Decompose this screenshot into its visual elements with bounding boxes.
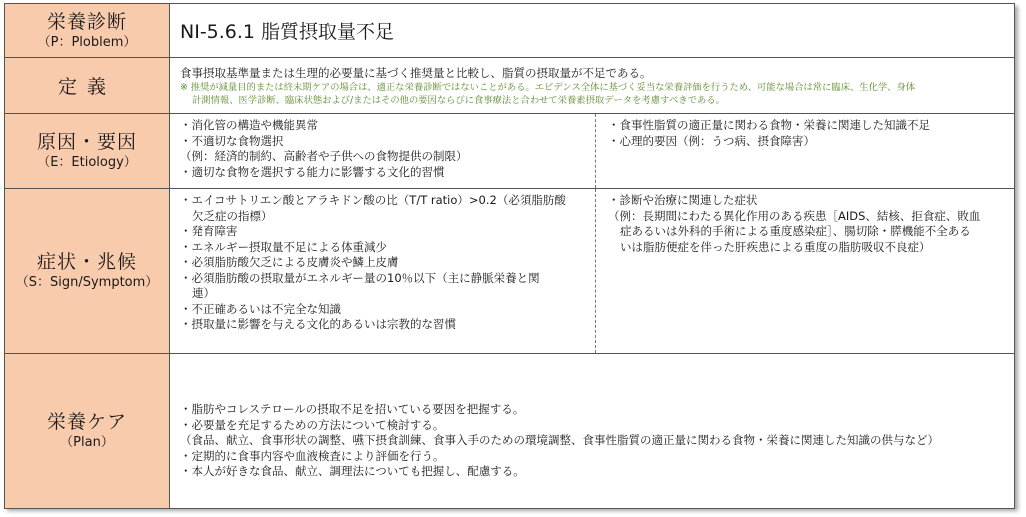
list-item: （食品、献立、食事形状の調整、嚥下摂食訓練、食事入手のための環境調整、食事性脂質の適正量に関わる食物・栄養に関連した知識の供与など） (180, 433, 939, 448)
nutrition-diagnosis-sheet (4, 3, 1015, 508)
list-item: ・消化管の構造や機能異常 (180, 118, 318, 132)
list-item: （例：経済的制約、高齢者や子供への食物提供の制限） (180, 149, 468, 163)
etiology-right-column (596, 114, 1014, 188)
sublabel-symptom: （S：Sign/Symptom） (15, 275, 159, 290)
row-diagnosis (5, 4, 1015, 58)
list-item: ・適切な食物を選択する能力に影響する文化的習慣 (180, 164, 445, 179)
row-etiology (5, 114, 1015, 189)
row-plan (5, 354, 1015, 509)
content-cell-definition (170, 58, 1015, 114)
label-etiology: 原因・要因 (36, 131, 137, 153)
list-item: ・不適切な食物選択 (180, 133, 284, 148)
list-item: ・食事性脂質の適正量に関わる食物・栄養に関連した知識不足 (608, 118, 930, 132)
definition-note-line1: ※ 推奨が減量目的または終末期ケアの場合は、適正な栄養診断ではないことがある。エビデンス全体に基づく妥当な栄養評価を行うため、可能な場合は常に臨床、生化学、身体 (180, 82, 916, 93)
label-cell-plan (5, 354, 170, 509)
diagnosis-title: NI-5.6.1 脂質摂取量不足 (180, 21, 395, 43)
sublabel-plan: （Plan） (60, 435, 114, 450)
content-cell-symptom (170, 189, 1015, 354)
definition-note-line2: 計測情報、医学診断、臨床状態および/またはその他の要因ならびに食事療法と合わせて栄養素摂取データを考慮すべきである。 (192, 95, 725, 106)
list-item: ・必須脂肪酸の摂取量がエネルギー量の10％以下（主に静脈栄養と関 (180, 270, 540, 285)
list-item-continued: いは脂肪便症を伴った肝疾患による重度の脂肪吸収不良症） (620, 239, 931, 254)
list-item: ・診断や治療に関連した症状 (608, 193, 758, 207)
symptom-right-column (596, 189, 1014, 353)
etiology-columns (170, 114, 1014, 188)
list-item: ・発育障害 (180, 224, 238, 238)
content-cell-diagnosis (170, 4, 1015, 58)
list-item: ・必要量を充足するための方法について検討する。 (180, 417, 445, 432)
list-item: ・摂取量に影響を与える文化的あるいは宗教的な習慣 (180, 317, 456, 331)
list-item: （例：長期間にわたる異化作用のある疾患［AIDS、結核、拒食症、敗血 (608, 208, 981, 223)
plan-list (170, 382, 1014, 480)
definition-note (170, 81, 1014, 111)
list-item: ・必須脂肪酸欠乏による皮膚炎や鱗上皮膚 (180, 255, 399, 269)
label-plan: 栄養ケア (46, 411, 127, 433)
symptom-left-column (170, 189, 596, 353)
label-diagnosis: 栄養診断 (46, 10, 127, 33)
list-item-continued: 症あるいは外科的手術による重度感染症］、腸切除・膵機能不全ある (620, 224, 971, 238)
label-cell-symptom (5, 189, 170, 354)
label-definition: 定義 (57, 76, 116, 98)
list-item: ・エネルギー摂取量不足による体重減少 (180, 239, 387, 254)
list-item: ・本人が好きな食品、献立、調理法についても把握し、配慮する。 (180, 464, 525, 479)
list-item: ・エイコサトリエン酸とアラキドン酸の比（T/T ratio）>0.2（必須脂肪酸 (180, 193, 566, 207)
row-definition (5, 58, 1015, 114)
list-item-continued: 欠乏症の指標） (192, 208, 273, 223)
definition-text: 食事摂取基準量または生理的必要量に基づく推奨量と比較し、脂質の摂取量が不足である。 (180, 66, 652, 80)
sublabel-diagnosis: （P：Ploblem） (37, 34, 137, 50)
label-symptom: 症状・兆候 (36, 251, 137, 273)
diagnosis-table (4, 3, 1015, 509)
list-item: ・脂肪やコレステロールの摂取不足を招いている要因を把握する。 (180, 402, 525, 417)
label-cell-definition (5, 58, 170, 114)
content-cell-plan (170, 354, 1015, 509)
list-item: ・定期的に食事内容や血液検査により評価を行う。 (180, 448, 445, 463)
list-item-continued: 連） (192, 286, 215, 300)
row-symptom (5, 189, 1015, 354)
symptom-columns (170, 189, 1014, 353)
sublabel-etiology: （E：Etiology） (37, 155, 137, 170)
list-item: ・心理的要因（例：うつ病、摂食障害） (608, 133, 815, 148)
etiology-left-column (170, 114, 596, 188)
content-cell-etiology (170, 114, 1015, 189)
label-cell-diagnosis (5, 4, 170, 58)
list-item: ・不正確あるいは不完全な知識 (180, 301, 341, 316)
label-cell-etiology (5, 114, 170, 189)
